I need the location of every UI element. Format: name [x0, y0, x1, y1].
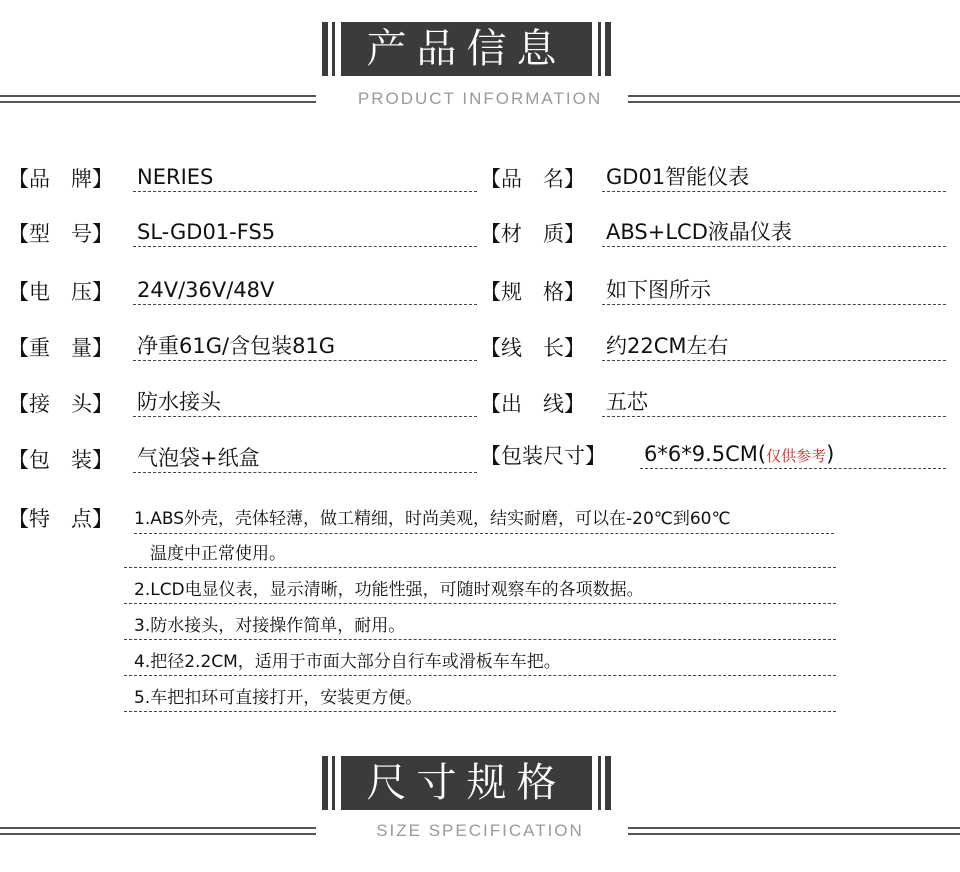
divider-right [628, 95, 960, 97]
section-header-size-spec [0, 752, 960, 852]
spec-voltage [8, 276, 478, 306]
spec-connector [8, 388, 478, 418]
spec-value: 约22CM左右 [602, 332, 946, 361]
spec-model [8, 218, 478, 248]
spec-value: 气泡袋+纸盒 [133, 444, 477, 473]
spec-package-size [480, 440, 952, 470]
spec-label: 【线 长】 [480, 336, 585, 360]
spec-weight [8, 332, 478, 362]
package-size-note: 仅供参考 [766, 447, 827, 465]
spec-value: GD01智能仪表 [602, 163, 946, 192]
spec-cable-length [480, 332, 952, 362]
header-bar-right-inner [598, 756, 601, 810]
spec-wire-outlet [480, 388, 952, 418]
spec-value [640, 440, 946, 469]
header-bar-left-inner [332, 756, 335, 810]
spec-label: 【电 压】 [8, 280, 113, 304]
feature-line: 1.ABS外壳，壳体轻薄，做工精细，时尚美观，结实耐磨，可以在-20℃到60℃ [134, 505, 834, 534]
divider-right-2 [628, 101, 960, 103]
header-bar-left [322, 756, 328, 810]
section-title: 尺寸规格 [341, 756, 592, 810]
package-size-close: ) [826, 442, 835, 466]
spec-label: 【特 点】 [8, 507, 113, 531]
spec-packaging [8, 444, 478, 474]
spec-value: 防水接头 [133, 388, 477, 417]
spec-value: 如下图所示 [602, 276, 946, 305]
spec-label: 【材 质】 [480, 222, 585, 246]
spec-value: ABS+LCD液晶仪表 [602, 218, 946, 247]
spec-value: SL-GD01-FS5 [133, 218, 477, 247]
spec-value: 24V/36V/48V [133, 276, 477, 305]
spec-value: 净重61G/含包装81G [133, 332, 477, 361]
header-bar-right-inner [598, 22, 601, 76]
spec-label: 【重 量】 [8, 336, 113, 360]
feature-line: 5.车把扣环可直接打开，安装更方便。 [124, 684, 836, 712]
header-bar-right [605, 756, 611, 810]
section-header-product-info [0, 0, 960, 108]
spec-value: 五芯 [602, 388, 946, 417]
features-label [8, 503, 138, 533]
feature-line: 3.防水接头，对接操作简单，耐用。 [124, 612, 836, 640]
package-size-value: 6*6*9.5CM( [644, 442, 767, 466]
spec-label: 【接 头】 [8, 392, 113, 416]
spec-label: 【品 名】 [480, 167, 585, 191]
header-bar-right [605, 22, 611, 76]
divider-right [628, 827, 960, 829]
spec-value: NERIES [133, 163, 477, 192]
section-title: 产品信息 [341, 22, 592, 76]
section-subtitle: PRODUCT INFORMATION [357, 89, 603, 108]
divider-right-2 [628, 833, 960, 835]
spec-label: 【包 装】 [8, 448, 113, 472]
feature-line: 温度中正常使用。 [124, 540, 836, 568]
section-subtitle: SIZE SPECIFICATION [376, 821, 584, 840]
feature-line: 2.LCD电显仪表，显示清晰，功能性强，可随时观察车的各项数据。 [124, 576, 836, 604]
spec-label: 【出 线】 [480, 392, 585, 416]
spec-product-name [480, 163, 952, 193]
header-bar-left [322, 22, 328, 76]
spec-label: 【规 格】 [480, 280, 585, 304]
spec-brand [8, 163, 478, 193]
spec-label: 【型 号】 [8, 222, 113, 246]
spec-specification [480, 276, 952, 306]
spec-label: 【品 牌】 [8, 167, 113, 191]
spec-label: 【包装尺寸】 [480, 444, 606, 468]
spec-material [480, 218, 952, 248]
feature-line: 4.把径2.2CM，适用于市面大部分自行车或滑板车车把。 [124, 648, 836, 676]
header-bar-left-inner [332, 22, 335, 76]
